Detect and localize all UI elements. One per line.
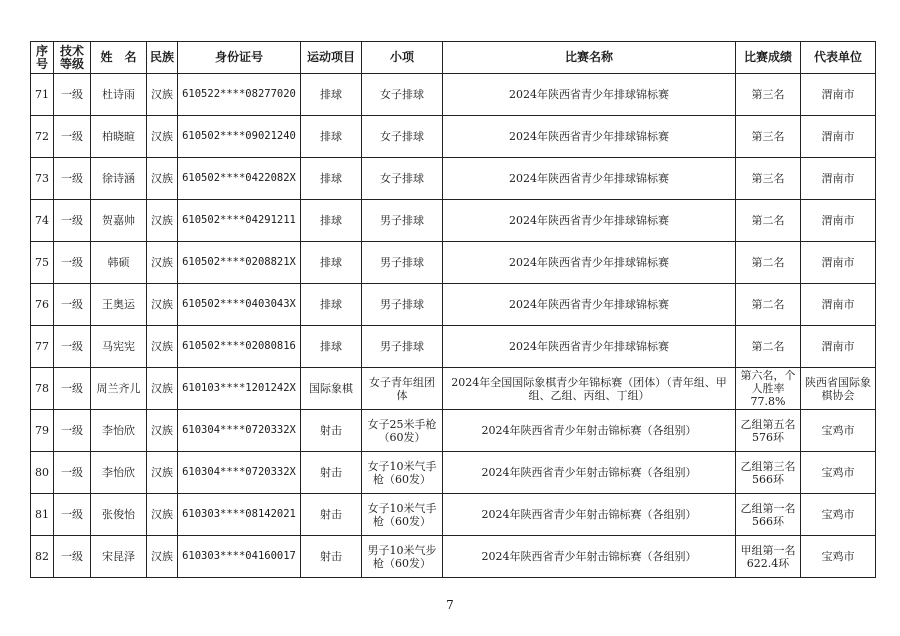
cell-unit: 渭南市 [801,200,876,242]
cell-ethnicity: 汉族 [147,410,178,452]
cell-ethnicity: 汉族 [147,284,178,326]
cell-id: 610103****1201242X [178,368,301,410]
cell-grade: 一级 [54,158,91,200]
cell-event: 女子排球 [362,74,443,116]
cell-event: 男子排球 [362,242,443,284]
cell-event: 男子排球 [362,200,443,242]
header-sport: 运动项目 [301,42,362,74]
cell-unit: 渭南市 [801,284,876,326]
table-row [31,326,876,368]
table-row [31,494,876,536]
cell-grade: 一级 [54,368,91,410]
cell-name: 韩硕 [91,242,147,284]
cell-grade: 一级 [54,452,91,494]
cell-competition: 2024年陕西省青少年排球锦标赛 [443,284,736,326]
cell-id: 610303****08142021 [178,494,301,536]
cell-ethnicity: 汉族 [147,452,178,494]
cell-id: 610502****04291211 [178,200,301,242]
athlete-roster-table [30,41,876,578]
header-result: 比赛成绩 [736,42,801,74]
cell-grade: 一级 [54,410,91,452]
cell-unit: 宝鸡市 [801,410,876,452]
cell-unit: 渭南市 [801,74,876,116]
cell-result: 第二名 [736,200,801,242]
table-row [31,452,876,494]
cell-event: 女子排球 [362,116,443,158]
table-row [31,284,876,326]
cell-ethnicity: 汉族 [147,494,178,536]
cell-result: 第六名，个人胜率77.8% [736,368,801,410]
header-seq: 序号 [31,42,54,74]
cell-competition: 2024年全国国际象棋青少年锦标赛（团体）（青年组、甲组、乙组、丙组、丁组） [443,368,736,410]
cell-seq: 71 [31,74,54,116]
cell-result: 乙组第三名566环 [736,452,801,494]
cell-sport: 射击 [301,410,362,452]
table-row [31,200,876,242]
table-row [31,74,876,116]
cell-competition: 2024年陕西省青少年射击锦标赛（各组别） [443,494,736,536]
cell-ethnicity: 汉族 [147,200,178,242]
cell-sport: 射击 [301,536,362,578]
cell-event: 女子25米手枪（60发） [362,410,443,452]
cell-name: 徐诗涵 [91,158,147,200]
cell-id: 610502****02080816 [178,326,301,368]
cell-name: 张俊怡 [91,494,147,536]
cell-id: 610304****0720332X [178,452,301,494]
table-row [31,242,876,284]
cell-seq: 77 [31,326,54,368]
cell-name: 李怡欣 [91,410,147,452]
cell-seq: 80 [31,452,54,494]
cell-unit: 陕西省国际象棋协会 [801,368,876,410]
header-ethnicity: 民族 [147,42,178,74]
cell-id: 610502****0403043X [178,284,301,326]
cell-ethnicity: 汉族 [147,242,178,284]
cell-ethnicity: 汉族 [147,326,178,368]
cell-result: 甲组第一名622.4环 [736,536,801,578]
table-body [31,74,876,578]
table-row [31,158,876,200]
table-row [31,410,876,452]
cell-competition: 2024年陕西省青少年排球锦标赛 [443,158,736,200]
cell-grade: 一级 [54,326,91,368]
header-unit: 代表单位 [801,42,876,74]
cell-competition: 2024年陕西省青少年排球锦标赛 [443,74,736,116]
header-grade: 技术等级 [54,42,91,74]
cell-result: 乙组第五名576环 [736,410,801,452]
cell-unit: 渭南市 [801,242,876,284]
cell-sport: 射击 [301,452,362,494]
cell-name: 贺嘉帅 [91,200,147,242]
cell-sport: 国际象棋 [301,368,362,410]
cell-result: 乙组第一名566环 [736,494,801,536]
cell-id: 610522****08277020 [178,74,301,116]
cell-unit: 宝鸡市 [801,536,876,578]
cell-name: 杜诗雨 [91,74,147,116]
cell-event: 女子青年组团体 [362,368,443,410]
table-header [31,42,876,74]
cell-grade: 一级 [54,74,91,116]
cell-id: 610304****0720332X [178,410,301,452]
cell-result: 第二名 [736,242,801,284]
cell-name: 宋昆泽 [91,536,147,578]
cell-event: 男子10米气步枪（60发） [362,536,443,578]
cell-seq: 79 [31,410,54,452]
cell-unit: 宝鸡市 [801,494,876,536]
header-competition: 比赛名称 [443,42,736,74]
cell-sport: 排球 [301,326,362,368]
cell-result: 第二名 [736,284,801,326]
cell-result: 第三名 [736,74,801,116]
cell-grade: 一级 [54,200,91,242]
cell-sport: 排球 [301,116,362,158]
cell-name: 李怡欣 [91,452,147,494]
cell-id: 610303****04160017 [178,536,301,578]
cell-sport: 排球 [301,242,362,284]
cell-seq: 73 [31,158,54,200]
header-event: 小项 [362,42,443,74]
cell-event: 女子10米气手枪（60发） [362,452,443,494]
cell-sport: 排球 [301,74,362,116]
cell-grade: 一级 [54,494,91,536]
page-number: 7 [446,598,454,612]
cell-sport: 射击 [301,494,362,536]
cell-unit: 渭南市 [801,116,876,158]
cell-seq: 75 [31,242,54,284]
header-id: 身份证号 [178,42,301,74]
cell-event: 男子排球 [362,326,443,368]
cell-name: 王奥运 [91,284,147,326]
cell-competition: 2024年陕西省青少年射击锦标赛（各组别） [443,410,736,452]
cell-ethnicity: 汉族 [147,536,178,578]
cell-competition: 2024年陕西省青少年排球锦标赛 [443,242,736,284]
cell-id: 610502****0422082X [178,158,301,200]
cell-seq: 76 [31,284,54,326]
cell-sport: 排球 [301,158,362,200]
cell-name: 马宪宪 [91,326,147,368]
cell-unit: 宝鸡市 [801,452,876,494]
cell-seq: 82 [31,536,54,578]
cell-competition: 2024年陕西省青少年排球锦标赛 [443,326,736,368]
cell-grade: 一级 [54,242,91,284]
cell-event: 女子排球 [362,158,443,200]
cell-competition: 2024年陕西省青少年排球锦标赛 [443,116,736,158]
cell-id: 610502****09021240 [178,116,301,158]
table-row [31,116,876,158]
cell-result: 第三名 [736,116,801,158]
cell-grade: 一级 [54,536,91,578]
cell-name: 周兰齐儿 [91,368,147,410]
cell-sport: 排球 [301,284,362,326]
cell-competition: 2024年陕西省青少年射击锦标赛（各组别） [443,536,736,578]
header-name: 姓 名 [91,42,147,74]
cell-name: 柏晓暄 [91,116,147,158]
cell-id: 610502****0208821X [178,242,301,284]
cell-ethnicity: 汉族 [147,74,178,116]
cell-ethnicity: 汉族 [147,116,178,158]
cell-sport: 排球 [301,200,362,242]
cell-ethnicity: 汉族 [147,368,178,410]
cell-seq: 74 [31,200,54,242]
cell-event: 女子10米气手枪（60发） [362,494,443,536]
cell-event: 男子排球 [362,284,443,326]
cell-grade: 一级 [54,284,91,326]
cell-competition: 2024年陕西省青少年射击锦标赛（各组别） [443,452,736,494]
cell-unit: 渭南市 [801,158,876,200]
cell-grade: 一级 [54,116,91,158]
table-row [31,368,876,410]
table-row [31,536,876,578]
cell-ethnicity: 汉族 [147,158,178,200]
cell-seq: 72 [31,116,54,158]
cell-seq: 81 [31,494,54,536]
cell-result: 第二名 [736,326,801,368]
cell-unit: 渭南市 [801,326,876,368]
cell-seq: 78 [31,368,54,410]
cell-competition: 2024年陕西省青少年排球锦标赛 [443,200,736,242]
cell-result: 第三名 [736,158,801,200]
